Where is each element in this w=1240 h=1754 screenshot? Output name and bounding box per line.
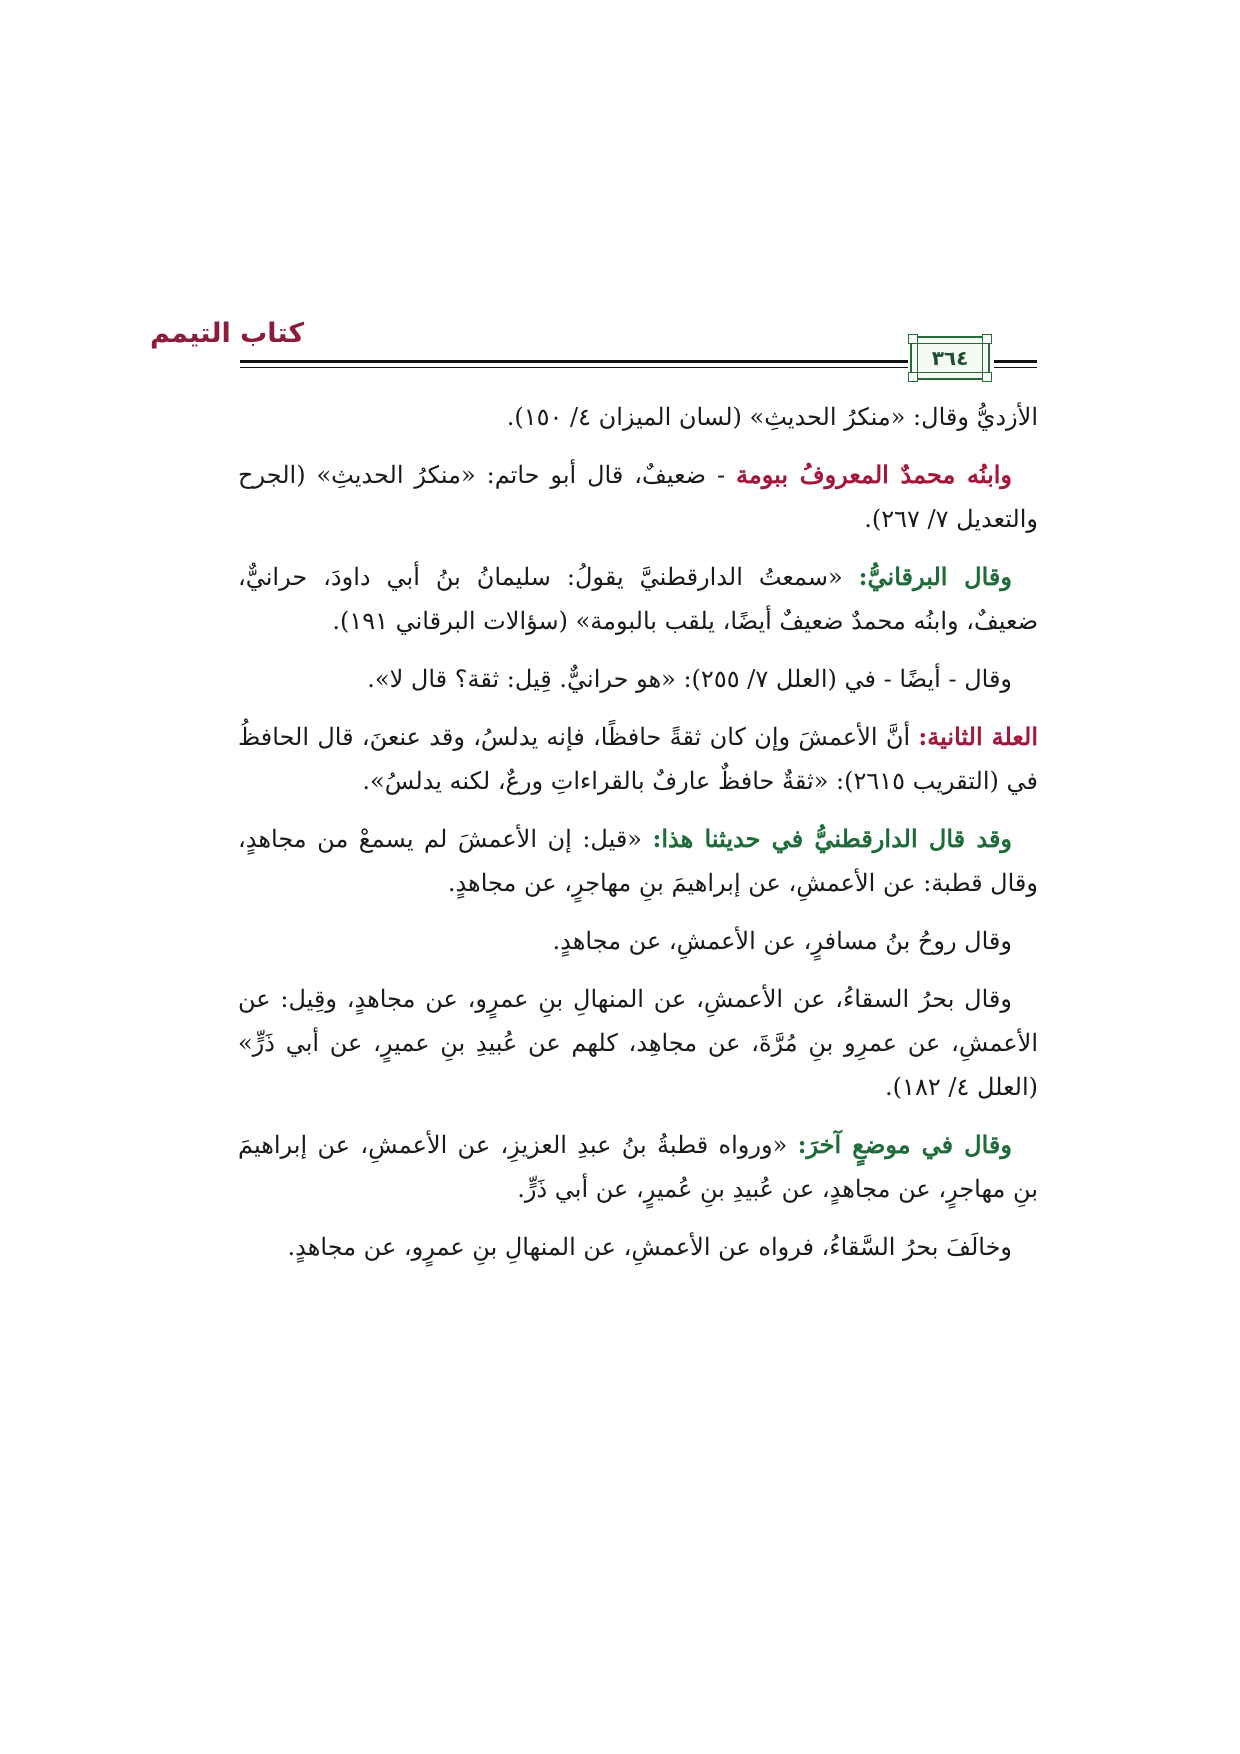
ornament-corner xyxy=(982,334,992,344)
paragraph-text: «سمعتُ الدارقطنيَّ يقولُ: سليمانُ بنُ أبي داودَ، حرانيٌّ، ضعيفٌ، وابنُه محمدٌ ضعيفٌ أيضًا، يلقب بالبومة» (سؤالات البرقاني ١٩١). xyxy=(238,563,1038,635)
paragraph xyxy=(238,977,1038,1109)
header-rule-thin-right xyxy=(994,367,1037,368)
paragraph xyxy=(238,1123,1038,1211)
paragraph xyxy=(238,657,1038,701)
paragraph-text: «قيل: إن الأعمشَ لم يسمعْ من مجاهدٍ، وقال قطبة: عن الأعمشِ، عن إبراهيمَ بنِ مهاجرٍ، عن مجاهدٍ. xyxy=(238,825,1038,897)
paragraph-text: الأزديُّ وقال: «منكرُ الحديثِ» (لسان الميزان ٤/ ١٥٠). xyxy=(506,403,1038,431)
header-rule-thick-right xyxy=(994,360,1037,363)
ornament-corner xyxy=(908,372,918,382)
paragraph xyxy=(238,395,1038,439)
paragraph-lead: وابنُه محمدٌ المعروفُ ببومة xyxy=(736,460,1013,489)
paragraph-lead: وقال في موضعٍ آخرَ: xyxy=(797,1130,1012,1159)
paragraph-text: وقال - أيضًا - في (العلل ٧/ ٢٥٥): «هو حرانيٌّ. قِيل: ثقة؟ قال لا». xyxy=(367,665,1012,693)
paragraph-text: «ورواه قطبةُ بنُ عبدِ العزيزِ، عن الأعمشِ، عن إبراهيمَ بنِ مهاجرٍ، عن مجاهدٍ، عن عُبيدِ بنِ عُميرٍ، عن أبي ذَرٍّ. xyxy=(238,1131,1038,1203)
paragraph xyxy=(238,555,1038,643)
header-rule-thin xyxy=(240,367,908,368)
running-head-title: كتاب التيمم xyxy=(150,318,305,349)
page-number-badge xyxy=(910,336,990,380)
paragraph xyxy=(238,817,1038,905)
paragraph xyxy=(238,715,1038,803)
paragraph-text: وخالَفَ بحرُ السَّقاءُ، فرواه عن الأعمشِ، عن المنهالِ بنِ عمرٍو، عن مجاهدٍ. xyxy=(287,1233,1012,1261)
paragraph-text: وقال روحُ بنُ مسافرٍ، عن الأعمشِ، عن مجاهدٍ. xyxy=(552,927,1012,955)
paragraph xyxy=(238,919,1038,963)
paragraph xyxy=(238,1225,1038,1269)
page-number: ٣٦٤ xyxy=(917,343,983,373)
ornament-corner xyxy=(982,372,992,382)
paragraph-text: أنَّ الأعمشَ وإن كان ثقةً حافظًا، فإنه يدلسُ، وقد عنعنَ، قال الحافظُ في (التقريب ٢٦١٥): «ثقةٌ حافظٌ عارفٌ بالقراءاتِ ورعٌ، لكنه يدلسُ». xyxy=(238,723,1038,795)
paragraph-lead: وقد قال الدارقطنيُّ في حديثنا هذا: xyxy=(652,824,1013,853)
paragraph-text: - ضعيفٌ، قال أبو حاتم: «منكرُ الحديثِ» (الجرح والتعديل ٧/ ٢٦٧). xyxy=(238,461,1038,533)
paragraph-lead: وقال البرقانيُّ: xyxy=(858,562,1012,591)
header-rule-thick xyxy=(240,360,908,363)
paragraph-lead: العلة الثانية: xyxy=(918,722,1038,751)
paragraph xyxy=(238,453,1038,541)
body-text xyxy=(238,395,1038,1283)
paragraph-text: وقال بحرُ السقاءُ، عن الأعمشِ، عن المنهالِ بنِ عمرٍو، عن مجاهدٍ، وقِيل: عن الأعمشِ، عن عمرِو بنِ مُرَّةَ، عن مجاهِد، كلهم عن عُبيدِ بنِ عميرٍ، عن أبي ذَرٍّ» (العلل ٤/ ١٨٢). xyxy=(238,985,1038,1101)
